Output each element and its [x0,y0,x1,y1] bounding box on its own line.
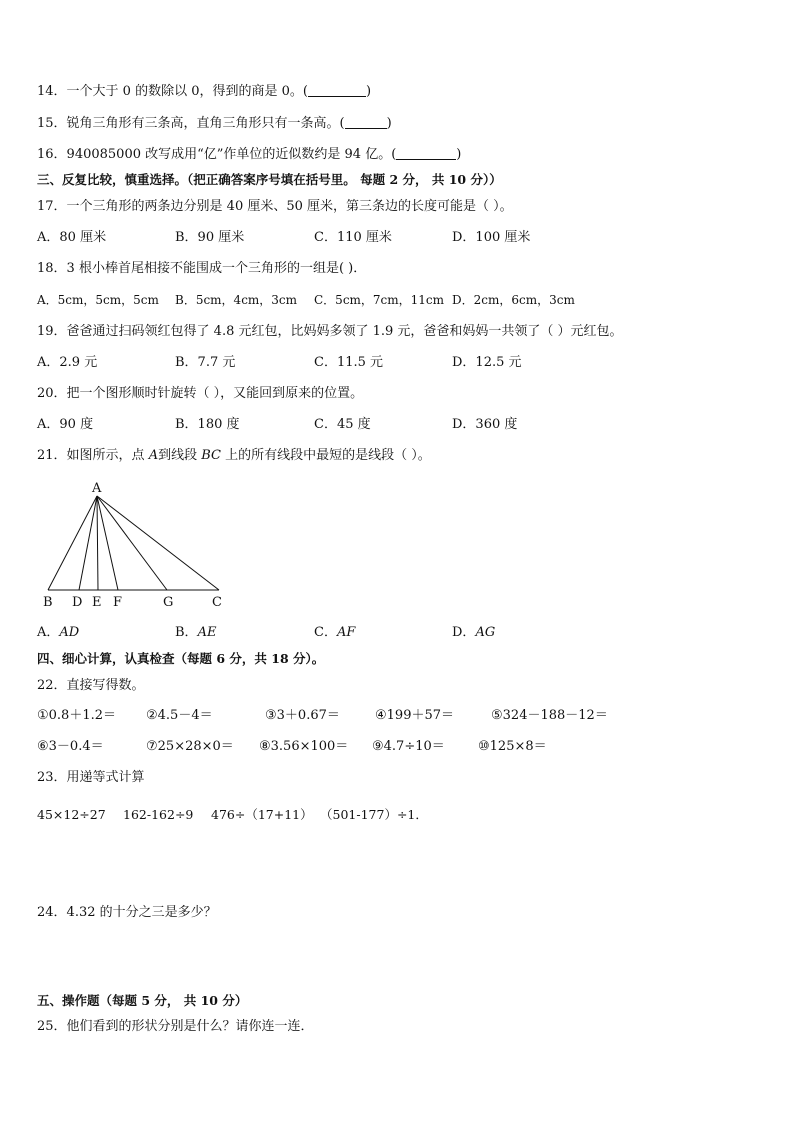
q19-option-b[interactable]: B．7.7 元 [175,355,236,370]
expression-1: 45×12÷27 [37,807,106,822]
q17-option-d[interactable]: D．100 厘米 [452,230,531,245]
calc-item-5: ⑤324－188－12＝ [491,708,608,723]
q19-option-a[interactable]: A．2.9 元 [37,355,98,370]
calc-item-7: ⑦25×28×0＝ [146,739,234,754]
question-18: 18．3 根小棒首尾相接不能围成一个三角形的一组是( )． [37,261,367,276]
q20-option-b[interactable]: B．180 度 [175,417,240,432]
label-b: B [43,595,53,610]
answer-blank[interactable] [308,83,366,97]
expression-2: 162-162÷9 [123,807,194,822]
q21-option-c[interactable]: C．AF [314,625,356,640]
section-5-title: 五、操作题（每题 5 分， 共 10 分） [37,993,248,1008]
q19-option-c[interactable]: C．11.5 元 [314,355,384,370]
q17-option-c[interactable]: C．110 厘米 [314,230,392,245]
triangle-figure [36,476,236,614]
question-23: 23．用递等式计算 [37,770,145,785]
q18-option-c[interactable]: C．5cm，7cm，11cm [314,293,445,307]
segment-ab [48,496,97,590]
q21-option-b[interactable]: B．AE [175,625,217,640]
expression-4: （501-177）÷1． [320,807,428,822]
section-4-title: 四、细心计算，认真检查（每题 6 分，共 18 分）。 [37,651,325,666]
calc-item-3: ③3＋0.67＝ [265,708,340,723]
label-a: A [92,481,102,496]
q18-option-d[interactable]: D．2cm，6cm，3cm [452,293,575,307]
question-17: 17．一个三角形的两条边分别是 40 厘米、50 厘米，第三条边的长度可能是（ ）。 [37,199,513,214]
question-21: 21．如图所示，点 A到线段 BC 上的所有线段中最短的是线段（ ）。 [37,448,431,463]
question-24: 24．4.32 的十分之三是多少？ [37,905,217,920]
label-c: C [212,595,222,610]
segment-ad [79,496,97,590]
calc-item-2: ②4.5－4＝ [146,708,213,723]
expression-3: 476÷（17+11） [211,807,313,822]
q20-option-a[interactable]: A．90 度 [37,417,94,432]
question-14: 14．一个大于 0 的数除以 0，得到的商是 0。( ) [37,84,372,99]
section-3-title: 三、反复比较，慎重选择。（把正确答案序号填在括号里。 每题 2 分， 共 10 分）） [37,172,502,187]
question-15: 15．锐角三角形有三条高，直角三角形只有一条高。( ) [37,116,392,131]
q18-option-a[interactable]: A．5cm，5cm，5cm [37,293,159,307]
calc-item-1: ①0.8＋1.2＝ [37,708,117,723]
answer-blank[interactable] [345,115,387,129]
answer-blank[interactable] [396,146,456,160]
question-16: 16．940085000 改写成用“亿”作单位的近似数约是 94 亿。( ) [37,147,462,162]
q20-option-d[interactable]: D．360 度 [452,417,518,432]
q17-option-b[interactable]: B．90 厘米 [175,230,245,245]
question-20: 20．把一个图形顺时针旋转（ ），又能回到原来的位置。 [37,386,364,401]
question-22: 22．直接写得数。 [37,678,145,693]
q21-option-d[interactable]: D．AG [452,625,496,640]
label-f: F [113,595,123,610]
q21-option-a[interactable]: A．AD [37,625,80,640]
segment-ae [97,496,98,590]
calc-item-10: ⑩125×8＝ [478,739,547,754]
question-25: 25．他们看到的形状分别是什么？请你连一连． [37,1019,314,1034]
calc-item-4: ④199＋57＝ [375,708,455,723]
q19-option-d[interactable]: D．12.5 元 [452,355,522,370]
q20-option-c[interactable]: C．45 度 [314,417,371,432]
label-g: G [163,595,174,610]
q18-option-b[interactable]: B．5cm，4cm，3cm [175,293,298,307]
calc-item-8: ⑧3.56×100＝ [259,739,349,754]
question-19: 19．爸爸通过扫码领红包得了 4.8 元红包，比妈妈多领了 1.9 元，爸爸和妈妈一共领了（ ）元红包。 [37,324,623,339]
label-e: E [92,595,102,610]
calc-item-9: ⑨4.7÷10＝ [372,739,445,754]
calc-item-6: ⑥3－0.4＝ [37,739,104,754]
q17-option-a[interactable]: A．80 厘米 [37,230,107,245]
label-d: D [72,595,83,610]
